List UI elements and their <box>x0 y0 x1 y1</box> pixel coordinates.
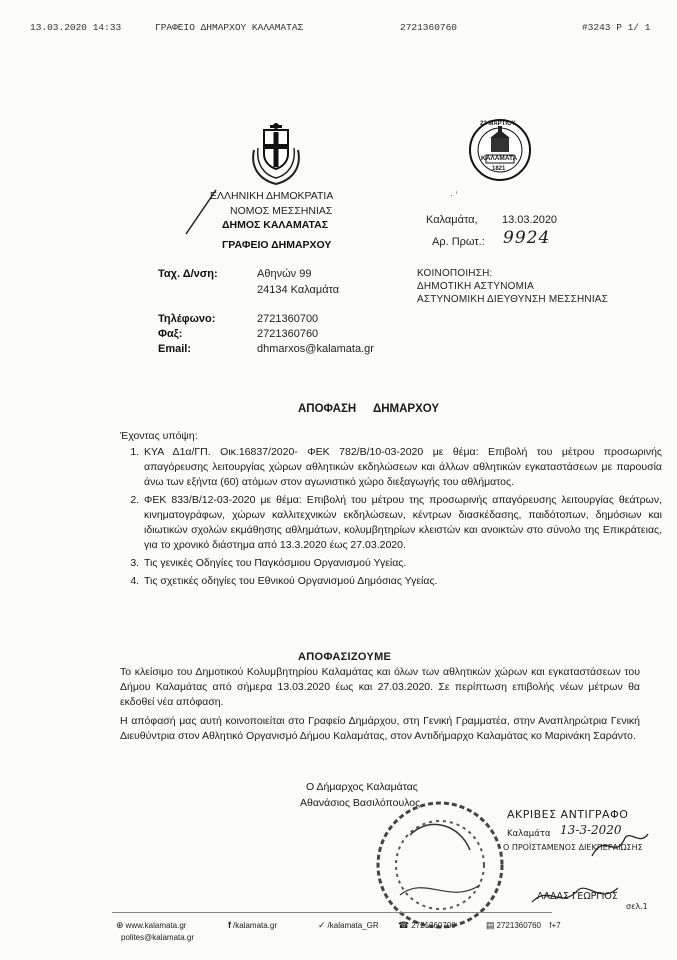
considering-list <box>122 445 662 592</box>
list-item: 3. Τις γενικές Οδηγίες του Παγκόσμιου Οργανισμού Υγείας. <box>142 556 662 571</box>
stray-marks: · ’ <box>450 190 458 200</box>
copy-stamp-title: ΑΚΡΙΒΕΣ ΑΝΤΙΓΡΑΦΟ <box>507 808 629 821</box>
phone-label: Τηλέφωνο: <box>158 313 216 325</box>
sender-republic: ΕΛΛΗΝΙΚΗ ΔΗΜΟΚΡΑΤΙΑ <box>210 190 334 202</box>
footer-facebook-text: /kalamata.gr <box>233 921 278 930</box>
place-label: Καλαμάτα, <box>426 214 478 226</box>
fax-value: 2721360760 <box>257 328 319 340</box>
footer-facebook[interactable] <box>228 920 277 930</box>
footer-web[interactable] <box>116 920 186 931</box>
signature-role: Ο Δήμαρχος Καλαμάτας <box>306 781 418 793</box>
sender-prefecture: ΝΟΜΟΣ ΜΕΣΣΗΝΙΑΣ <box>230 205 333 217</box>
fax-icon: ▤ <box>486 920 495 930</box>
address-line2: 24134 Καλαμάτα <box>257 284 340 296</box>
globe-icon: ⊕ <box>116 920 124 930</box>
copy-stamp-role: Ο ΠΡΟΪΣΤΑΜΕΝΟΣ ΔΙΕΚΠΕΡΑΙΩΣΗΣ <box>503 843 643 852</box>
decision-title: ΑΠΟΦΑΣΙΖΟΥΜΕ <box>298 651 392 663</box>
fax-label: Φαξ: <box>158 328 183 340</box>
sender-municipality: ΔΗΜΟΣ ΚΑΛΑΜΑΤΑΣ <box>222 219 328 231</box>
notification-heading: ΚΟΙΝΟΠΟΙΗΣΗ: <box>417 268 493 279</box>
footer-twitter[interactable] <box>318 920 379 931</box>
document-title: ΑΠΟΦΑΣΗ ΔΗΜΑΡΧΟΥ <box>298 403 440 415</box>
footer-web-text: www.kalamata.gr <box>125 921 187 930</box>
seal-top-text: 23 ΜΑΡΤΙΟΥ <box>480 121 516 127</box>
official-round-stamp-icon <box>370 795 510 935</box>
footer-fax-suffix: f+7 <box>549 921 561 930</box>
fax-page: #3243 P 1/ 1 <box>582 22 651 33</box>
seal-name: ΚΑΛΑΜΑΤΑ <box>481 155 518 162</box>
decision-paragraph-2: Η απόφασή μας αυτή κοινοποιείται στο Γραφείο Δημάρχου, στη Γενική Γραμματέα, στην Αναπληρώτρια Γενική Διευθύντρια στον Αθλητικό Οργανισμό Δήμου Καλαμάτας, στον Αντιδήμαρχο Καλαμάτας κο Μαρινάκη Σαράντο. <box>120 715 640 742</box>
fax-phone: 2721360760 <box>400 22 458 33</box>
footer-fax-text: 2721360760 <box>496 921 542 930</box>
considering-label: Έχοντας υπόψη: <box>120 430 198 442</box>
footer-divider <box>112 912 552 913</box>
notification-line2: ΑΣΤΥΝΟΜΙΚΗ ΔΙΕΥΘΥΝΣΗ ΜΕΣΣΗΝΙΑΣ <box>417 294 609 305</box>
signature-name: Αθανάσιος Βασιλόπουλος <box>300 797 421 809</box>
copy-stamp-signer: ΛΑΔΑΣ ΓΕΩΡΓΙΟΣ <box>537 891 618 902</box>
copy-stamp-city: Καλαμάτα <box>507 829 551 839</box>
page-number: σελ.1 <box>626 902 648 911</box>
footer-fax <box>486 920 561 931</box>
email-label: Email: <box>158 343 192 355</box>
address-line1: Αθηνών 99 <box>257 268 312 280</box>
fax-office: ΓΡΑΦΕΙΟ ΔΗΜΑΡΧΟΥ ΚΑΛΑΜΑΤΑΣ <box>155 22 304 33</box>
footer-phone-text: 2721360700 <box>411 921 456 930</box>
sender-office: ΓΡΑΦΕΙΟ ΔΗΜΑΡΧΟΥ <box>222 239 332 251</box>
footer-email[interactable]: polites@kalamata.gr <box>121 933 195 942</box>
notification-line1: ΔΗΜΟΤΙΚΗ ΑΣΤΥΝΟΜΙΑ <box>417 281 535 292</box>
twitter-icon: ✓ <box>318 920 326 930</box>
protocol-number: 9924 <box>503 228 551 248</box>
kalamata-seal-icon <box>468 118 532 182</box>
seal-year: 1821 <box>492 166 506 172</box>
footer-phone <box>398 920 456 931</box>
phone-icon: ☎ <box>398 920 410 930</box>
protocol-label: Αρ. Πρωτ.: <box>432 236 485 248</box>
decision-paragraph-1: Το κλείσιμο του Δημοτικού Κολυμβητηρίου Καλαμάτας και όλων των αθλητικών χώρων και εγκαταστάσεων του Δήμου Καλαμάτας από σήμερα 13.03.2020 έως και 27.03.2020. Σε περίπτωση επιβολής νέων μέτρων θα εκδοθεί νέα απόφαση. <box>120 666 640 708</box>
facebook-icon: f <box>228 920 231 930</box>
address-label: Ταχ. Δ/νση: <box>158 268 218 280</box>
document-date: 13.03.2020 <box>502 214 558 226</box>
copy-stamp-date: 13-3-2020 <box>560 823 622 837</box>
email-value[interactable]: dhmarxos@kalamata.gr <box>257 343 374 355</box>
greek-coat-of-arms-icon <box>246 120 306 188</box>
phone-value: 2721360700 <box>257 313 319 325</box>
copy-stamp-signature <box>590 826 650 871</box>
list-item: 2. ΦΕΚ 833/Β/12-03-2020 με θέμα: Επιβολή του μέτρου της προσωρινής απαγόρευσης λειτουργίας θεάτρων, κινηματογράφων, χώρων καλλιτεχνικών εκδηλώσεων, κέντρων διασκέδασης, παιδότοπων, δημόσιων και ιδιωτικών σχολών εκμάθησης αθλημάτων, κολυμβητηρίων κλειστών και ανοικτών στο σύνολο της Επικράτειας, για το χρονικό διάστημα από 13.3.2020 έως 27.03.2020. <box>142 493 662 553</box>
footer-twitter-text: /kalamata_GR <box>327 921 379 930</box>
fax-datetime: 13.03.2020 14:33 <box>30 22 122 33</box>
list-item: 4. Τις σχετικές οδηγίες του Εθνικού Οργανισμού Δημόσιας Υγείας. <box>142 574 662 589</box>
list-item: 1. ΚΥΑ Δ1α/ΓΠ. Οικ.16837/2020- ΦΕΚ 782/Β/10-03-2020 με θέμα: Επιβολή του μέτρου προσωρινής απαγόρευσης λειτουργίας χώρων αθλητικών εκδηλώσεων και άλλων αθλητικών εγκαταστάσεων με παρουσία άνω των εξήντα (60) ατόμων στον αγωνιστικό χώρο διεξαγωγής του αθλήματος. <box>142 445 662 490</box>
